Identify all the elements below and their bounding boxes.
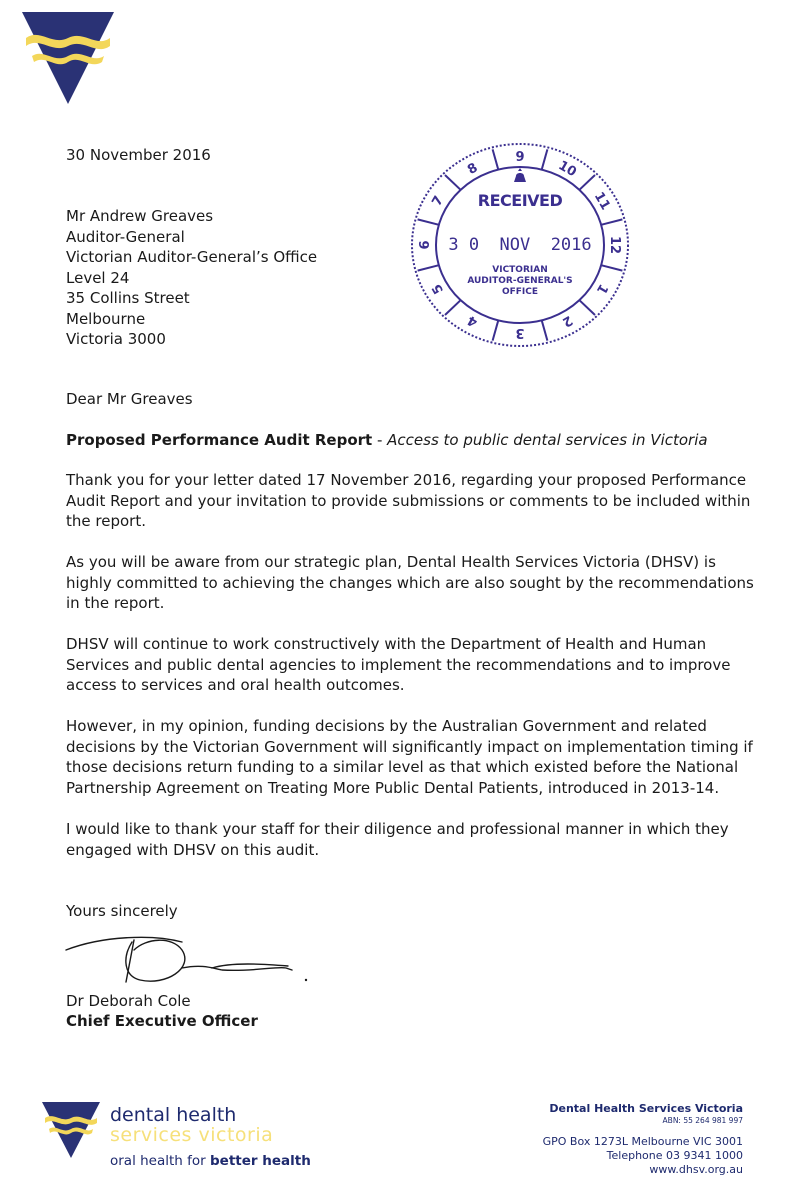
stamp-hour-tick [445,300,461,315]
stamp-office-line: OFFICE [501,287,539,297]
recipient-line: Victorian Auditor-General’s Office [66,248,318,266]
body-paragraph: As you will be aware from our strategic plan, Dental Health Services Victoria (DHSV) is highly committed to achieving the changes which are also sought by the recommendations in the report. [66,553,754,612]
signature-icon [62,928,322,988]
body-paragraph: However, in my opinion, funding decisions by the Australian Government and related decisions by the Victorian Government will significantly impact on implementation timing if those decisions return funding to a similar level as that which existed before the National Partnership Agreement on Treating More Public Dental Patients, introduced in 2013-14. [66,717,753,797]
stamp-hour-label: 1 [593,281,611,297]
subject-topic: Access to public dental services in Victoria [387,431,708,449]
body-paragraph: DHSV will continue to work constructively with the Department of Health and Human Services and public dental agencies to implement the recommendations and to improve access to services and oral health outcomes. [66,635,731,694]
org-website: www.dhsv.org.au [649,1163,743,1176]
footer-org-details [543,1102,743,1176]
footer-tagline [110,1153,311,1169]
stamp-hour-tick [542,320,548,340]
tagline-normal: oral health for [110,1153,211,1169]
tagline-bold: better health [210,1153,311,1169]
footer-brand-line2: services victoria [110,1124,274,1146]
org-name: Dental Health Services Victoria [549,1102,743,1115]
recipient-line: Mr Andrew Greaves [66,207,214,225]
stamp-hour-label: 4 [465,312,481,330]
subject-title: Proposed Performance Audit Report [66,431,373,449]
stamp-hour-tick [579,300,595,315]
dhsv-logo-icon [22,12,114,104]
stamp-hour-label: 8 [465,160,481,178]
stamp-office-line: AUDITOR-GENERAL'S [467,276,573,286]
stamp-office-line: VICTORIAN [492,265,548,275]
salutation: Dear Mr Greaves [66,390,193,408]
stamp-hour-tick [601,219,622,224]
stamp-hour-label: 3 [515,325,525,340]
stamp-hour-label: 11 [590,189,613,213]
stamp-hour-tick [418,265,439,270]
recipient-line: Auditor-General [66,227,185,246]
stamp-hour-label: 7 [429,193,447,209]
stamp-hour-tick [601,265,622,270]
footer-brand-line1: dental health [110,1104,237,1126]
signer-name: Dr Deborah Cole [66,992,191,1010]
body-paragraph: Thank you for your letter dated 17 November 2016, regarding your proposed Performance Audit Report and your invitation to provide submissions or comments to be included within the report. [66,471,751,530]
org-phone: Telephone 03 9341 1000 [606,1149,743,1162]
stamp-received-label: RECEIVED [477,191,563,210]
stamp-date: 3 0 NOV 2016 [448,235,592,255]
signer-title: Chief Executive Officer [66,1012,258,1030]
stamp-hour-label: 10 [555,158,579,181]
footer-logo-icon [42,1102,100,1158]
stamp-hour-label: 9 [515,150,525,165]
subject-line [66,430,708,451]
stamp-hour-tick [493,149,499,169]
body-paragraph: I would like to thank your staff for their diligence and professional manner in which they engaged with DHSV on this audit. [66,820,729,859]
closing: Yours sincerely [66,902,178,920]
stamp-hour-tick [579,175,595,190]
letter-date: 30 November 2016 [66,146,211,164]
subject-separator: - [372,431,388,449]
stamp-hour-label: 12 [607,235,622,255]
recipient-address [66,206,317,350]
stamp-hour-tick [445,175,461,190]
org-abn: ABN: 55 264 981 997 [662,1116,743,1125]
recipient-line: Melbourne [66,309,146,328]
recipient-line: Victoria 3000 [66,330,166,348]
stamp-hour-label: 2 [559,312,575,330]
stamp-hour-tick [418,219,439,224]
recipient-line: 35 Collins Street [66,289,190,307]
stamp-crown-icon [514,168,526,182]
received-stamp-icon [408,140,632,350]
org-address: GPO Box 1273L Melbourne VIC 3001 [542,1135,743,1148]
stamp-hour-tick [542,149,548,169]
stamp-hour-tick [493,320,499,340]
stamp-hour-label: 6 [418,240,433,250]
stamp-hour-label: 5 [429,281,447,297]
recipient-line: Level 24 [66,268,130,287]
